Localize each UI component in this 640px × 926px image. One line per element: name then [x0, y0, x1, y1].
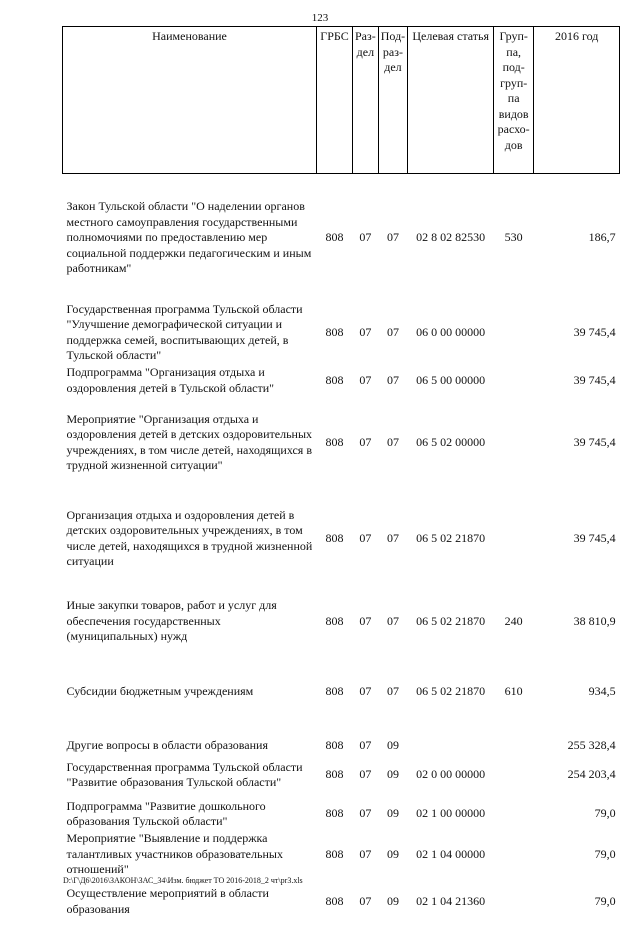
- row-group: [494, 878, 534, 926]
- row-article: 06 5 00 00000: [416, 372, 486, 387]
- row-amount: 39 745,4: [573, 324, 616, 339]
- row-razdel: 07: [359, 683, 372, 698]
- page-number: 123: [311, 12, 329, 24]
- table-row: [63, 652, 620, 714]
- row-grbs: 808: [325, 324, 344, 339]
- row-podrazdel: 09: [386, 737, 399, 752]
- row-amount: 39 745,4: [573, 530, 616, 545]
- header-grbs: ГРБС: [317, 27, 353, 174]
- budget-table: [62, 26, 620, 926]
- header-podrazdel: Под- раз- дел: [378, 27, 407, 174]
- row-group: 610: [504, 683, 523, 698]
- row-name: Подпрограмма "Организация отдыха и оздоровления детей в Тульской области": [66, 365, 275, 395]
- row-name: Осуществление мероприятий в области образования: [66, 886, 269, 916]
- row-article: 06 0 00 00000: [416, 324, 486, 339]
- header-razdel: Раз- дел: [353, 27, 379, 174]
- row-name: Иные закупки товаров, работ и услуг для обеспечения государственных (муниципальных) нужд: [66, 598, 277, 644]
- table-row: [63, 570, 620, 652]
- row-podrazdel: 07: [386, 530, 399, 545]
- header-name: Наименование: [63, 27, 317, 174]
- row-razdel: 07: [359, 324, 372, 339]
- footer-file-path: D:\Г\Д6\2016\ЗАКОН\ЗАС_34\Изм. бюджет ТО 2016-2018_2 чт\pr3.xls: [63, 876, 303, 885]
- row-grbs: 808: [325, 372, 344, 387]
- row-podrazdel: 09: [386, 806, 399, 821]
- header-article: Целевая статья: [408, 27, 494, 174]
- row-grbs: 808: [325, 737, 344, 752]
- row-amount: 255 328,4: [567, 737, 616, 752]
- row-razdel: 07: [359, 230, 372, 244]
- row-podrazdel: 07: [386, 434, 399, 449]
- row-name: Другие вопросы в области образования: [66, 737, 268, 752]
- row-group: [494, 714, 534, 754]
- row-group: 530: [504, 230, 523, 244]
- row-amount: 79,0: [594, 846, 616, 861]
- row-article: 02 1 04 21360: [416, 893, 486, 908]
- row-name: Государственная программа Тульской области "Улучшение демографической ситуации и поддержка семей, воспитывающих детей, в Тульской области": [66, 301, 303, 362]
- row-group: [494, 284, 534, 364]
- row-article: 06 5 02 00000: [416, 434, 486, 449]
- row-name: Организация отдыха и оздоровления детей в детских оздоровительных учреждениях, в том числе детей, находящихся в трудной жизненной ситуации: [66, 507, 313, 568]
- table-row: [63, 174, 620, 284]
- row-group: [494, 488, 534, 570]
- row-amount: 186,7: [588, 230, 616, 244]
- row-amount: 38 810,9: [573, 613, 616, 628]
- row-grbs: 808: [325, 806, 344, 821]
- header-row: [63, 27, 620, 174]
- row-razdel: 07: [359, 737, 372, 752]
- row-name: Субсидии бюджетным учреждениям: [66, 683, 254, 698]
- row-grbs: 808: [325, 893, 344, 908]
- row-podrazdel: 09: [386, 846, 399, 861]
- row-article: 02 1 04 00000: [416, 846, 486, 861]
- row-podrazdel: 07: [386, 613, 399, 628]
- row-amount: 79,0: [594, 806, 616, 821]
- row-podrazdel: 07: [386, 230, 399, 244]
- row-razdel: 07: [359, 530, 372, 545]
- row-razdel: 07: [359, 846, 372, 861]
- row-amount: 39 745,4: [573, 372, 616, 387]
- row-amount: 254 203,4: [567, 767, 616, 782]
- row-razdel: 07: [359, 434, 372, 449]
- row-grbs: 808: [325, 434, 344, 449]
- row-razdel: 07: [359, 613, 372, 628]
- row-name: Государственная программа Тульской области "Развитие образования Тульской области": [66, 759, 303, 789]
- table-body: [63, 174, 620, 926]
- row-group: 240: [504, 613, 523, 628]
- row-name: Мероприятие "Выявление и поддержка талантливых участников образовательных отношений": [66, 831, 283, 876]
- header-year: 2016 год: [534, 27, 620, 174]
- row-article: 02 0 00 00000: [416, 767, 486, 782]
- row-grbs: 808: [325, 530, 344, 545]
- row-amount: 79,0: [594, 893, 616, 908]
- row-group: [494, 398, 534, 488]
- row-group: [494, 364, 534, 398]
- table-row: [63, 753, 620, 797]
- row-grbs: 808: [325, 683, 344, 698]
- row-razdel: 07: [359, 806, 372, 821]
- row-article: 06 5 02 21870: [416, 530, 486, 545]
- row-podrazdel: 09: [386, 767, 399, 782]
- row-podrazdel: 07: [386, 372, 399, 387]
- row-amount: 934,5: [588, 683, 616, 698]
- row-article: 02 1 00 00000: [416, 806, 486, 821]
- row-razdel: 07: [359, 372, 372, 387]
- row-name: Мероприятие "Организация отдыха и оздоровления детей в детских оздоровительных учреждениях, в том числе детей, находящихся в трудной жизненной ситуации": [66, 411, 313, 472]
- row-name: Закон Тульской области "О наделении органов местного самоуправления государственными полномочиями по предоставлению мер социальной поддержки педагогическим и иным работникам": [66, 199, 312, 275]
- row-amount: 39 745,4: [573, 434, 616, 449]
- table-row: [63, 284, 620, 364]
- table-row: [63, 714, 620, 754]
- table-row: [63, 831, 620, 878]
- header-group: Груп- па, под- груп- па видов расхо- дов: [494, 27, 534, 174]
- row-grbs: 808: [325, 613, 344, 628]
- row-razdel: 07: [359, 893, 372, 908]
- row-grbs: 808: [325, 846, 344, 861]
- table-row: [63, 364, 620, 398]
- row-podrazdel: 09: [386, 893, 399, 908]
- row-name: Подпрограмма "Развитие дошкольного образования Тульской области": [66, 798, 266, 828]
- table-row: [63, 488, 620, 570]
- row-grbs: 808: [325, 767, 344, 782]
- row-article: 02 8 02 82530: [416, 230, 486, 244]
- row-article: 06 5 02 21870: [416, 683, 486, 698]
- row-grbs: 808: [325, 230, 344, 244]
- row-podrazdel: 07: [386, 683, 399, 698]
- row-podrazdel: 07: [386, 324, 399, 339]
- row-article: [408, 714, 494, 754]
- row-group: [494, 831, 534, 878]
- row-article: 06 5 02 21870: [416, 613, 486, 628]
- row-group: [494, 797, 534, 831]
- row-razdel: 07: [359, 767, 372, 782]
- table-row: [63, 398, 620, 488]
- table-row: [63, 797, 620, 831]
- row-group: [494, 753, 534, 797]
